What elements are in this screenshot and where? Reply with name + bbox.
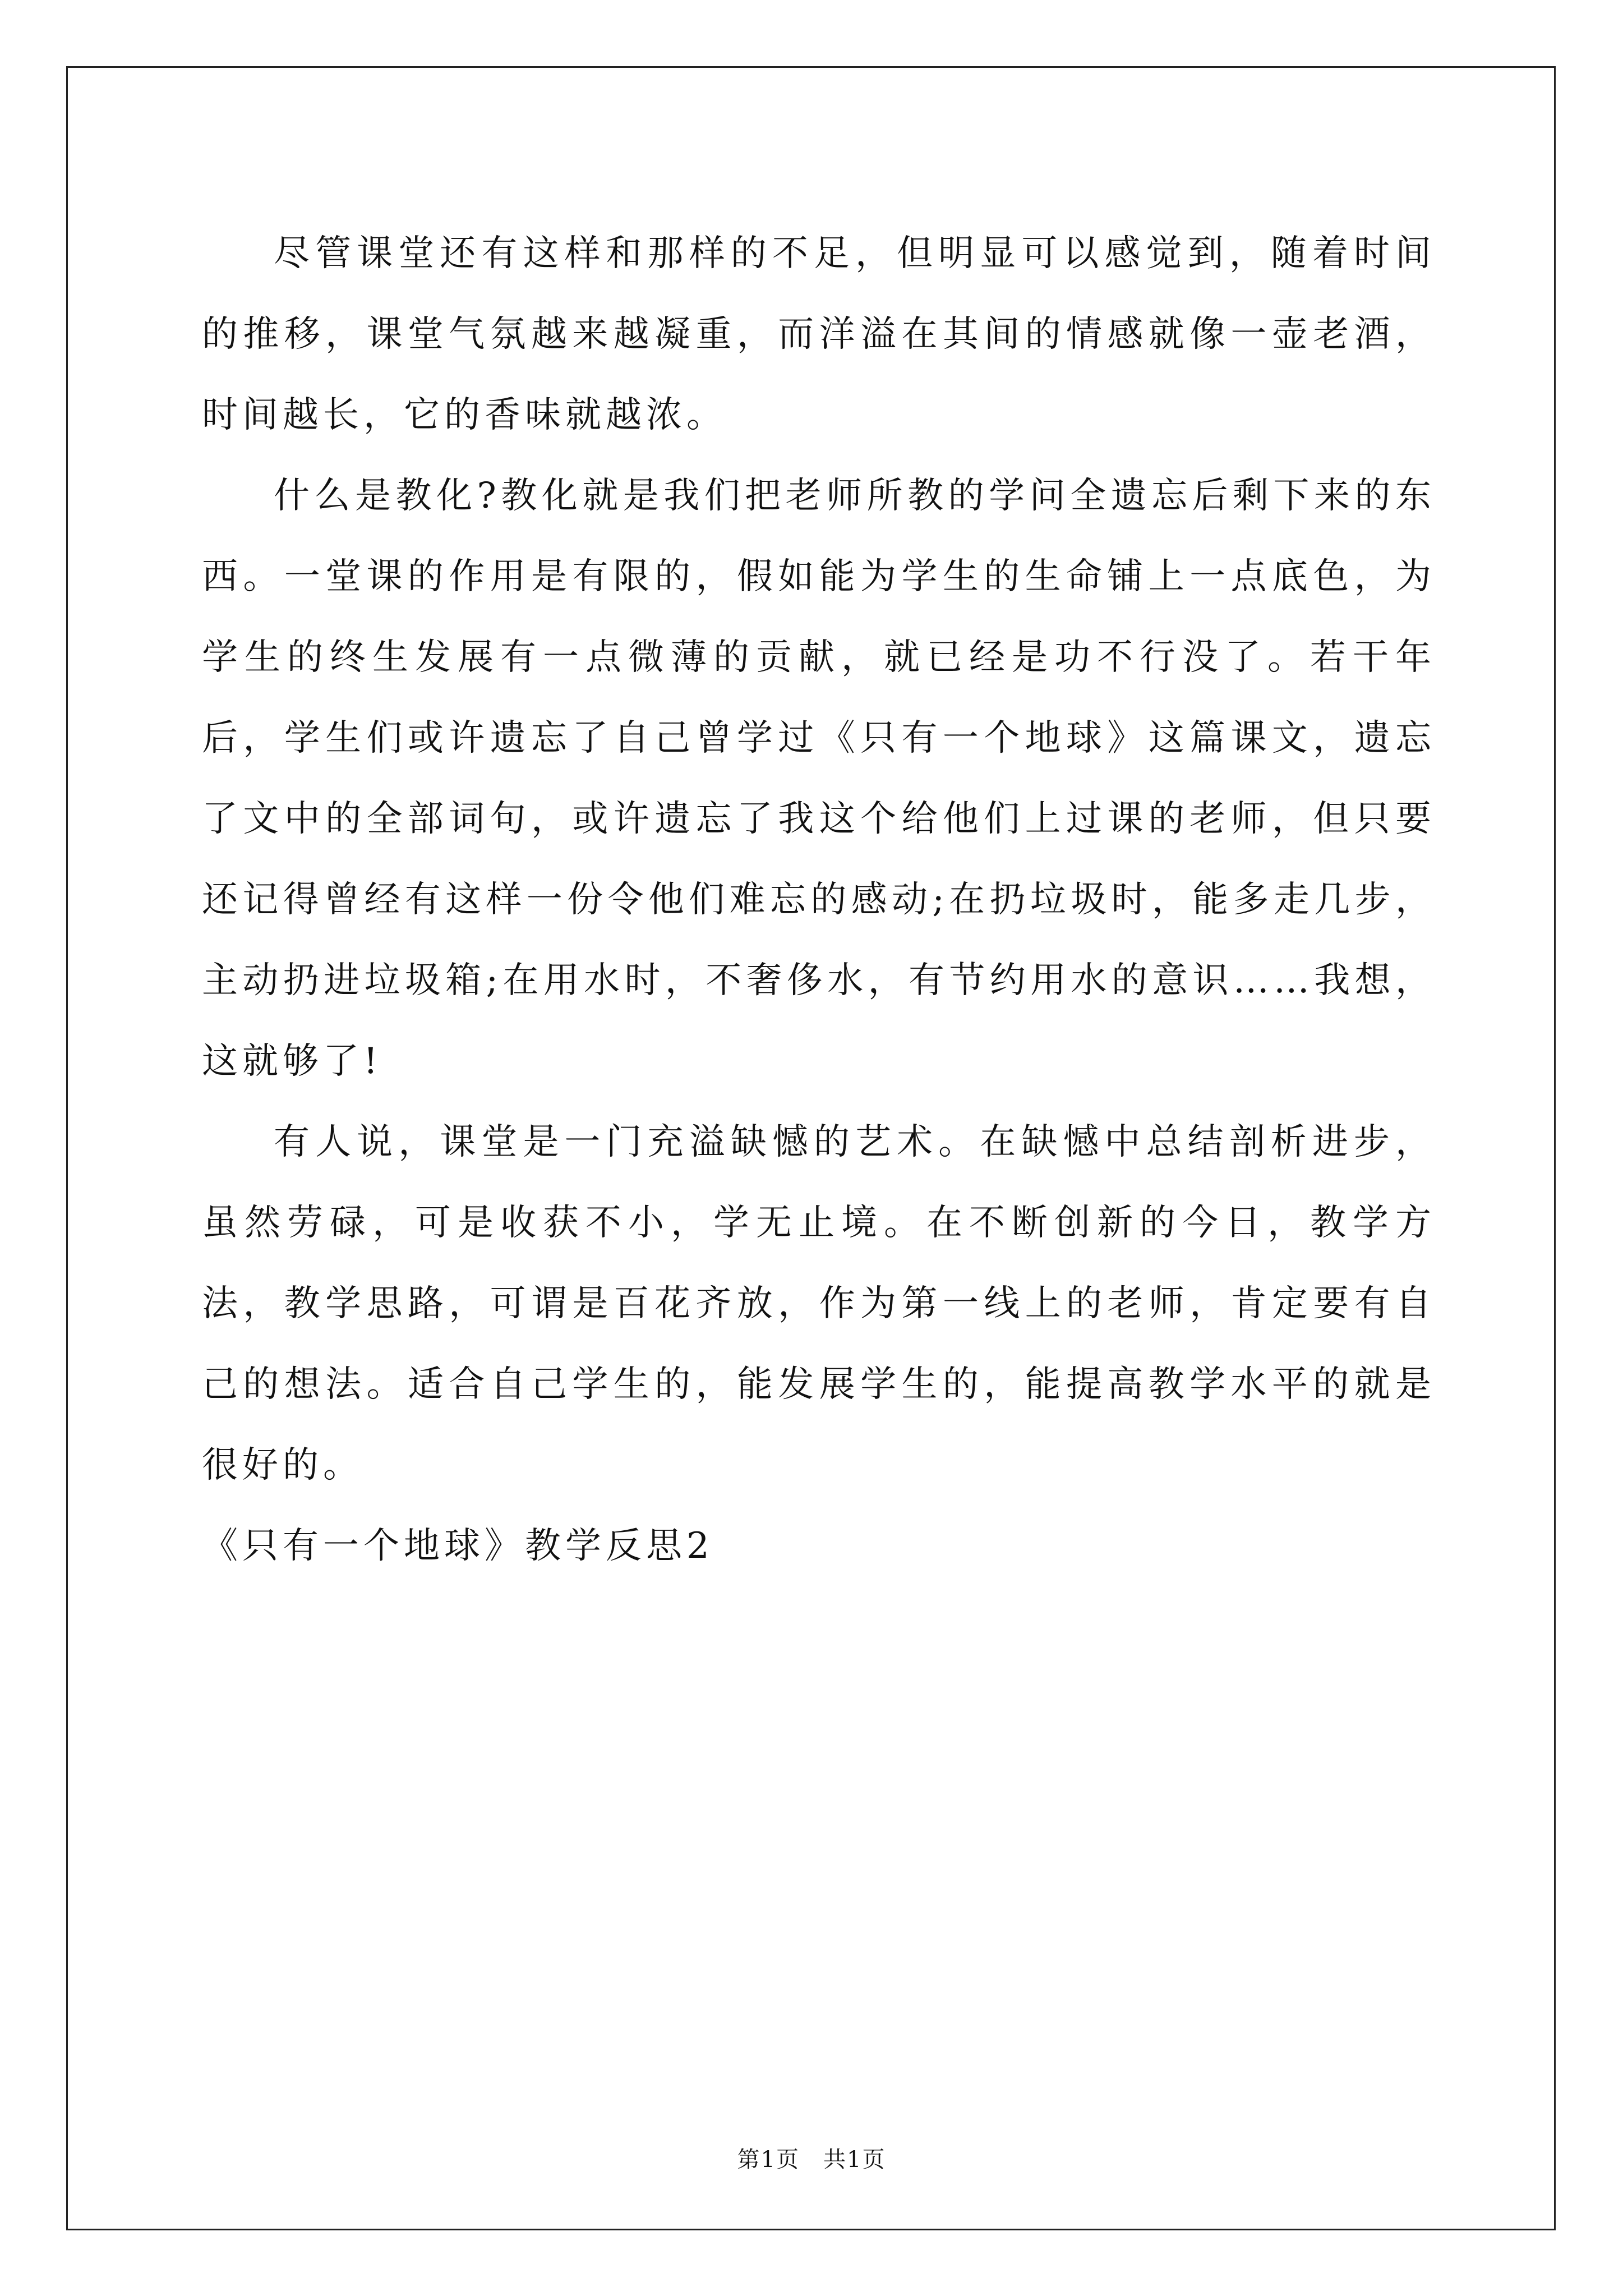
paragraph-2: 什么是教化?教化就是我们把老师所教的学问全遗忘后剩下来的东西。一堂课的作用是有限的，假如能为学生的生命铺上一点底色，为学生的终生发展有一点微薄的贡献，就已经是功不行没了。若干年后，学生们或许遗忘了自己曾学过《只有一个地球》这篇课文，遗忘了文中的全部词句，或许遗忘了我这个给他们上过课的老师，但只要还记得曾经有这样一份令他们难忘的感动;在扔垃圾时，能多走几步，主动扔进垃圾箱;在用水时，不奢侈水，有节约用水的意识……我想，这就够了! xyxy=(202,475,1436,1082)
document-body xyxy=(202,213,1436,1586)
section-heading: 《只有一个地球》教学反思2 xyxy=(202,1525,714,1567)
paragraph-1: 尽管课堂还有这样和那样的不足，但明显可以感觉到，随着时间的推移，课堂气氛越来越凝重，而洋溢在其间的情感就像一壶老酒，时间越长，它的香味就越浓。 xyxy=(202,233,1436,436)
paragraph-3: 有人说，课堂是一门充溢缺憾的艺术。在缺憾中总结剖析进步，虽然劳碌，可是收获不小，学无止境。在不断创新的今日，教学方法，教学思路，可谓是百花齐放，作为第一线上的老师，肯定要有自己的想法。适合自己学生的，能发展学生的，能提高教学水平的就是很好的。 xyxy=(202,1121,1436,1486)
page-footer: 第1页 共1页 xyxy=(737,2147,886,2173)
